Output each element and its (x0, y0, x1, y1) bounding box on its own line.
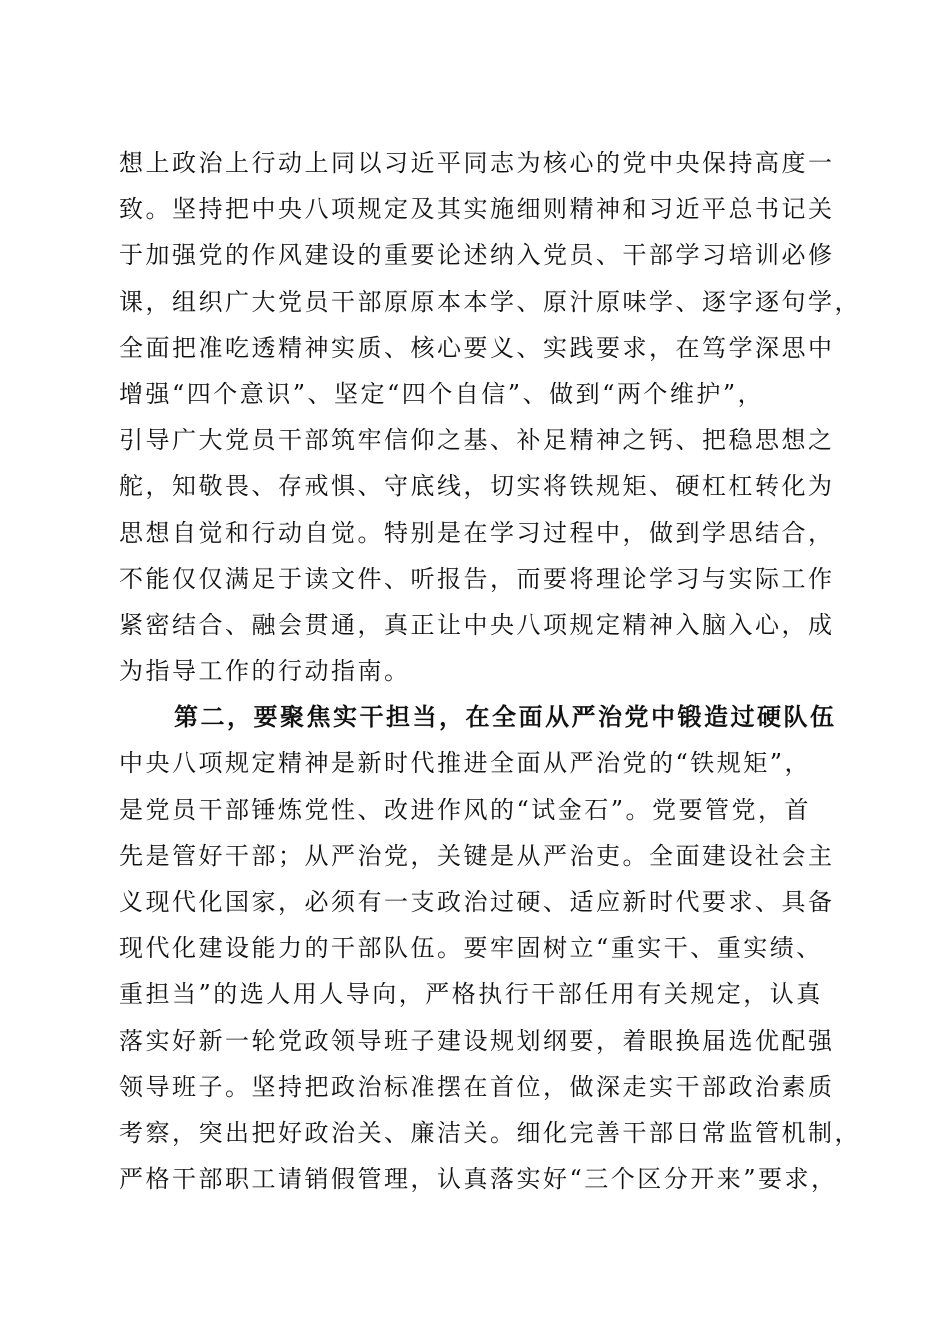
text-line: 现代化建设能力的干部队伍。要牢固树立“重实干、重实绩、 (119, 934, 823, 963)
text-line: 是党员干部锤炼党性、改进作风的“试金石”。党要管党，首 (119, 795, 812, 824)
text-line: 引导广大党员干部筑牢信仰之基、补足精神之钙、把稳思想之 (119, 426, 835, 455)
text-line: 思想自觉和行动自觉。特别是在学习过程中，做到学思结合， (119, 518, 835, 547)
text-line: 舵，知敬畏、存戒惧、守底线，切实将铁规矩、硬杠杠转化为 (119, 472, 835, 501)
text-line: 紧密结合、融会贯通，真正让中央八项规定精神入脑入心，成 (119, 610, 835, 639)
text-line: 为指导工作的行动指南。 (119, 657, 411, 686)
text-line: 于加强党的作风建设的重要论述纳入党员、干部学习培训必修 (119, 241, 835, 270)
text-line: 考察，突出把好政治关、廉洁关。细化完善干部日常监管机制， (119, 1118, 861, 1147)
section-heading: 第二，要聚焦实干担当，在全面从严治党中锻造过硬队伍 (174, 703, 837, 732)
text-line: 落实好新一轮党政领导班子建设规划纲要，着眼换届选优配强 (119, 1026, 835, 1055)
text-line: 想上政治上行动上同以习近平同志为核心的党中央保持高度一 (119, 149, 835, 177)
text-line: 课，组织广大党员干部原原本本学、原汁原味学、逐字逐句学， (119, 287, 861, 316)
text-line: 义现代化国家，必须有一支政治过硬、适应新时代要求、具备 (119, 888, 835, 916)
text-line: 中央八项规定精神是新时代推进全面从严治党的“铁规矩”， (119, 749, 812, 778)
text-line: 严格干部职工请销假管理，认真落实好“三个区分开来”要求， (119, 1165, 838, 1194)
text-line: 领导班子。坚持把政治标准摆在首位，做深走实干部政治素质 (119, 1072, 835, 1101)
body-text (119, 140, 861, 1202)
text-line: 全面把准吃透精神实质、核心要义、实践要求，在笃学深思中 (119, 333, 835, 362)
text-line: 致。坚持把中央八项规定及其实施细则精神和习近平总书记关 (119, 195, 835, 224)
text-line: 先是管好干部；从严治党，关键是从严治吏。全面建设社会主 (119, 841, 835, 870)
text-line: 重担当”的选人用人导向，严格执行干部任用有关规定，认真 (119, 980, 823, 1009)
text-line: 增强“四个意识”、坚定“四个自信”、做到“两个维护”， (119, 379, 765, 408)
text-line: 不能仅仅满足于读文件、听报告，而要将理论学习与实际工作 (119, 564, 835, 593)
